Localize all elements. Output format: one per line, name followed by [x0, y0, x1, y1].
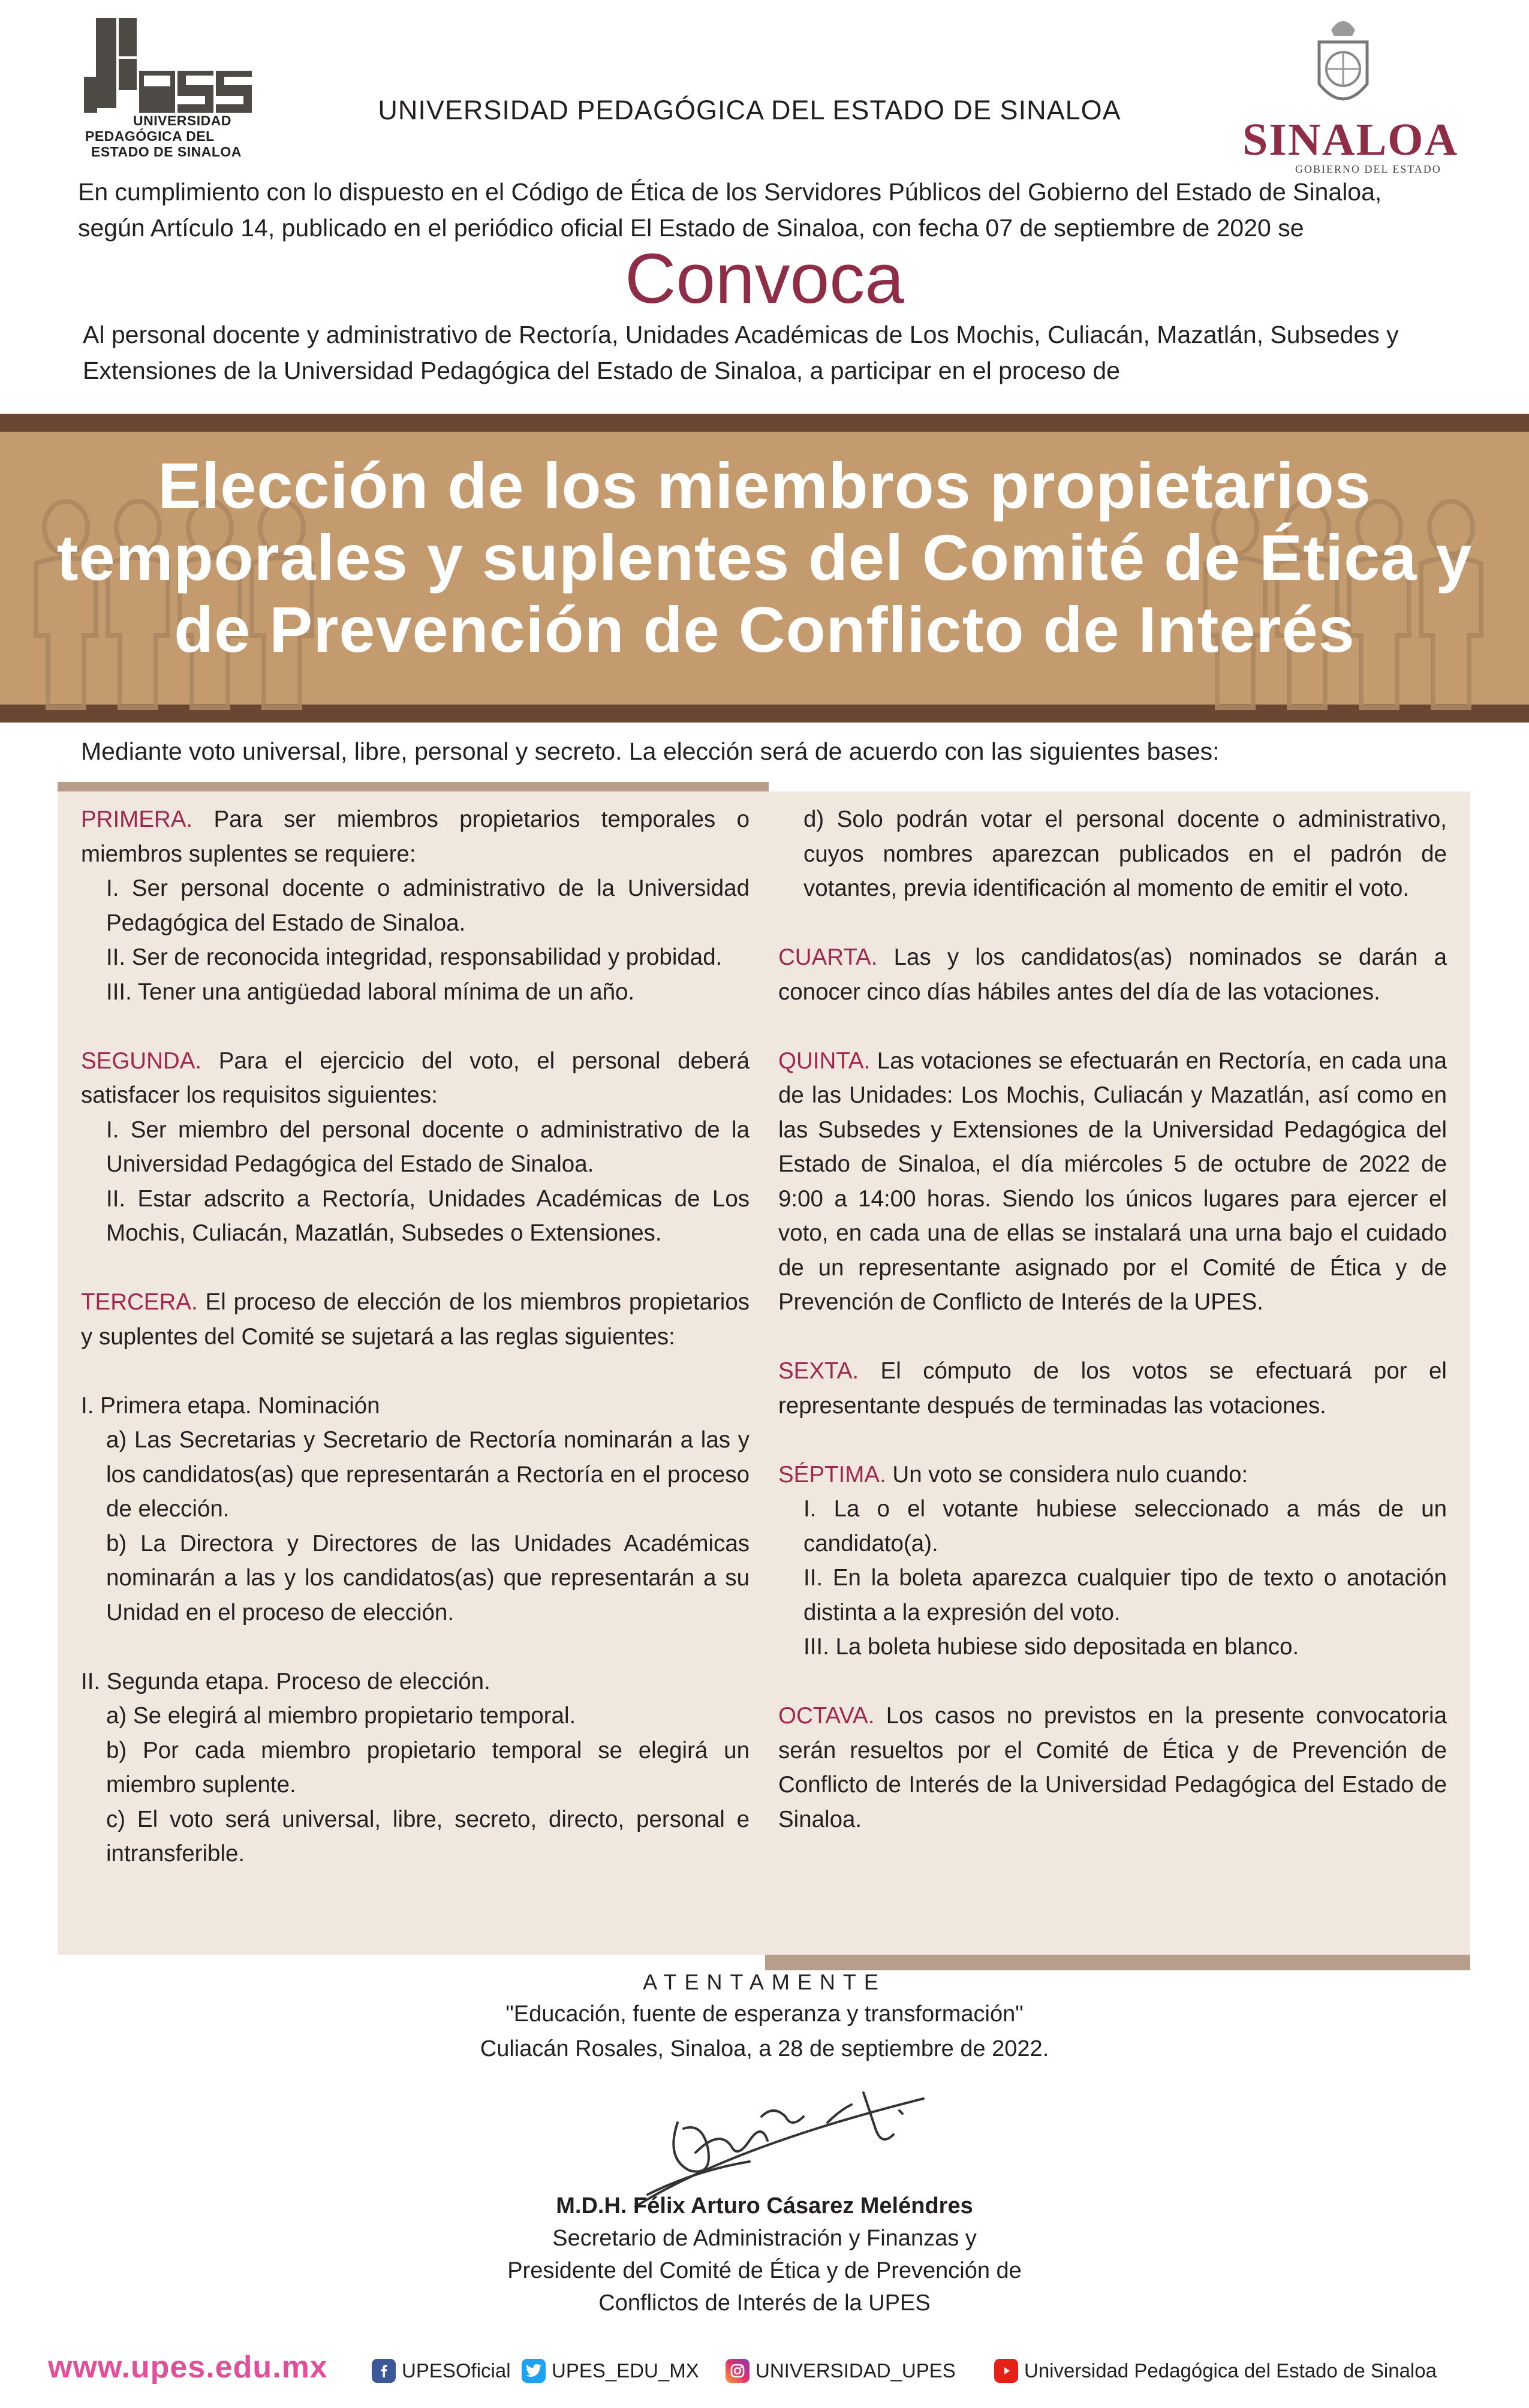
- university-title: UNIVERSIDAD PEDAGÓGICA DEL ESTADO DE SINALOA: [378, 95, 1121, 125]
- bases-right-column: [778, 802, 1447, 1837]
- upes-logo-line1: UNIVERSIDAD: [133, 113, 231, 128]
- sinaloa-name: SINALOA: [1242, 115, 1459, 165]
- list-item: c) El voto será universal, libre, secreto, directo, personal e intransferible.: [106, 1806, 750, 1867]
- voting-statement: Mediante voto universal, libre, personal y secreto. La elección será de acuerdo con las siguientes bases:: [81, 738, 1220, 765]
- base-octava: OCTAVA. Los casos no previstos en la presente convocatoria serán resueltos por el Comité de Ética y de Prevención de Conflicto de Interés de la Universidad Pedagógica del Estado de Sinaloa.: [778, 1703, 1447, 1832]
- list-item: b) La Directora y Directores de las Unidades Académicas nominarán a las y los candidatos(as) que representarán a su Unidad en el proceso de elección.: [106, 1530, 750, 1626]
- base-tercera: TERCERA. El proceso de elección de los miembros propietarios y suplentes del Comité se sujetará a las reglas siguientes:: [81, 1289, 750, 1350]
- youtube-icon: [994, 2359, 1018, 2383]
- convoca-heading: Convoca: [625, 239, 904, 318]
- coat-of-arms-icon: [1307, 12, 1379, 114]
- list-item: b) Por cada miembro propietario temporal se elegirá un miembro suplente.: [106, 1737, 750, 1798]
- audience-paragraph: [83, 317, 1456, 389]
- base-label: OCTAVA.: [778, 1703, 875, 1729]
- base-segunda: SEGUNDA. Para el ejercicio del voto, el personal deberá satisfacer los requisitos siguientes:: [81, 1048, 750, 1108]
- youtube-channel: Universidad Pedagógica del Estado de Sinaloa: [1024, 2359, 1437, 2382]
- twitter-icon: [522, 2359, 546, 2383]
- intro-line-2: según Artículo 14, publicado en el periódico oficial El Estado de Sinaloa, con fecha 07 de septiembre de 2020 se: [78, 214, 1304, 242]
- signer-name: M.D.H. Félix Arturo Cásarez Meléndres: [556, 2193, 973, 2219]
- facebook-link[interactable]: [372, 2359, 511, 2383]
- audience-line-1: Al personal docente y administrativo de Rectoría, Unidades Académicas de Los Mochis, Culiacán, Mazatlán, Subsedes y: [83, 321, 1399, 348]
- signer-role-line-2: Presidente del Comité de Ética y de Prevención de: [507, 2258, 1022, 2283]
- list-item: I. La o el votante hubiese seleccionado a más de un candidato(a).: [803, 1496, 1447, 1557]
- intro-line-1: En cumplimiento con lo dispuesto en el Código de Ética de los Servidores Públicos del Gobierno del Estado de Sinaloa,: [78, 178, 1382, 206]
- list-item: III. La boleta hubiese sido depositada en blanco.: [803, 1634, 1299, 1660]
- institutional-motto: "Educación, fuente de esperanza y transformación": [505, 2001, 1024, 2027]
- banner-title-line-3: de Prevención de Conflicto de Interés: [174, 593, 1355, 666]
- twitter-handle: UPES_EDU_MX: [552, 2359, 699, 2382]
- upes-logo-mark: [84, 17, 258, 125]
- list-item: I. Ser miembro del personal docente o administrativo de la Universidad Pedagógica del Estado de Sinaloa.: [106, 1116, 750, 1177]
- intro-paragraph: [78, 174, 1451, 246]
- base-label: TERCERA.: [81, 1289, 198, 1315]
- instagram-link[interactable]: [726, 2359, 956, 2383]
- audience-line-2: Extensiones de la Universidad Pedagógica del Estado de Sinaloa, a participar en el proceso de: [83, 357, 1120, 384]
- base-cuarta: CUARTA. Las y los candidatos(as) nominados se darán a conocer cinco días hábiles antes del día de las votaciones.: [778, 944, 1447, 1005]
- website-link[interactable]: www.upes.edu.mx: [48, 2350, 328, 2385]
- list-item: a) Las Secretarias y Secretario de Rectoría nominarán a las y los candidatos(as) que representarán a Rectoría en el proceso de elección.: [106, 1427, 750, 1522]
- twitter-link[interactable]: [522, 2359, 699, 2383]
- sinaloa-state-logo: [1229, 12, 1457, 174]
- panel-right-bottom-bar: [765, 1955, 1470, 1970]
- base-primera: PRIMERA. Para ser miembros propietarios temporales o miembros suplentes se requiere:: [81, 806, 750, 867]
- list-item: d) Solo podrán votar el personal docente o administrativo, cuyos nombres aparezcan publicados en el padrón de votantes, previa identificación al momento de emitir el voto.: [803, 806, 1447, 901]
- list-item: III. Tener una antigüedad laboral mínima de un año.: [106, 979, 635, 1005]
- instagram-icon: [726, 2359, 750, 2383]
- instagram-handle: UNIVERSIDAD_UPES: [756, 2359, 956, 2382]
- base-label: PRIMERA.: [81, 806, 193, 832]
- upes-logo-line2: PEDAGÓGICA DEL: [85, 128, 215, 144]
- sinaloa-subtitle: GOBIERNO DEL ESTADO: [1295, 163, 1441, 175]
- base-label: SÉPTIMA.: [778, 1461, 886, 1488]
- base-label: SEXTA.: [778, 1358, 859, 1384]
- stage-title: I. Primera etapa. Nominación: [81, 1392, 380, 1419]
- list-item: II. Ser de reconocida integridad, responsabilidad y probidad.: [106, 944, 723, 970]
- facebook-icon: [372, 2359, 396, 2383]
- upes-logo-line3: ESTADO DE SINALOA: [91, 144, 242, 159]
- banner-title-line-1: Elección de los miembros propietarios: [158, 449, 1371, 522]
- bases-left-column: [81, 802, 750, 1871]
- list-item: a) Se elegirá al miembro propietario temporal.: [106, 1703, 576, 1729]
- banner-title: [36, 450, 1493, 666]
- base-label: SEGUNDA.: [81, 1048, 202, 1074]
- base-label: CUARTA.: [778, 944, 878, 970]
- list-item: I. Ser personal docente o administrativo de la Universidad Pedagógica del Estado de Sinaloa.: [106, 875, 750, 936]
- banner-top-stripe: [0, 414, 1529, 432]
- signer-role-line-3: Conflictos de Interés de la UPES: [598, 2290, 931, 2316]
- base-sexta: SEXTA. El cómputo de los votos se efectuará por el representante después de terminadas las votaciones.: [778, 1358, 1447, 1419]
- base-label: QUINTA.: [778, 1048, 871, 1074]
- place-and-date: Culiacán Rosales, Sinaloa, a 28 de septiembre de 2022.: [480, 2036, 1049, 2061]
- handwritten-signature: [612, 2057, 947, 2213]
- list-item: II. En la boleta aparezca cualquier tipo de texto o anotación distinta a la expresión del voto.: [803, 1565, 1447, 1626]
- atentamente-heading: ATENTAMENTE: [643, 1970, 886, 1994]
- base-quinta: QUINTA. Las votaciones se efectuarán en Rectoría, en cada una de las Unidades: Los Mochis, Culiacán y Mazatlán, así como en las Subsedes y Extensiones de la Universidad Pedagógica del Estado de Sinaloa, el día miércoles 5 de octubre de 2022 de 9:00 a 14:00 horas. Siendo los únicos lugares para ejercer el voto, en cada una de ellas se instalará una urna bajo el cuidado de un representante asignado por el Comité de Ética y de Prevención de Conflicto de Interés de la UPES.: [778, 1048, 1447, 1315]
- banner-title-line-2: temporales y suplentes del Comité de Ética y: [56, 521, 1473, 594]
- election-banner: [0, 414, 1529, 723]
- youtube-link[interactable]: [994, 2359, 1437, 2383]
- list-item: II. Estar adscrito a Rectoría, Unidades Académicas de Los Mochis, Culiacán, Mazatlán, Subsedes o Extensiones.: [106, 1185, 750, 1246]
- facebook-handle: UPESOficial: [402, 2359, 511, 2382]
- upes-logo: [78, 17, 258, 167]
- signer-role-line-1: Secretario de Administración y Finanzas y: [552, 2226, 977, 2251]
- stage-title: II. Segunda etapa. Proceso de elección.: [81, 1668, 490, 1694]
- base-septima: SÉPTIMA. Un voto se considera nulo cuando:: [778, 1461, 1248, 1488]
